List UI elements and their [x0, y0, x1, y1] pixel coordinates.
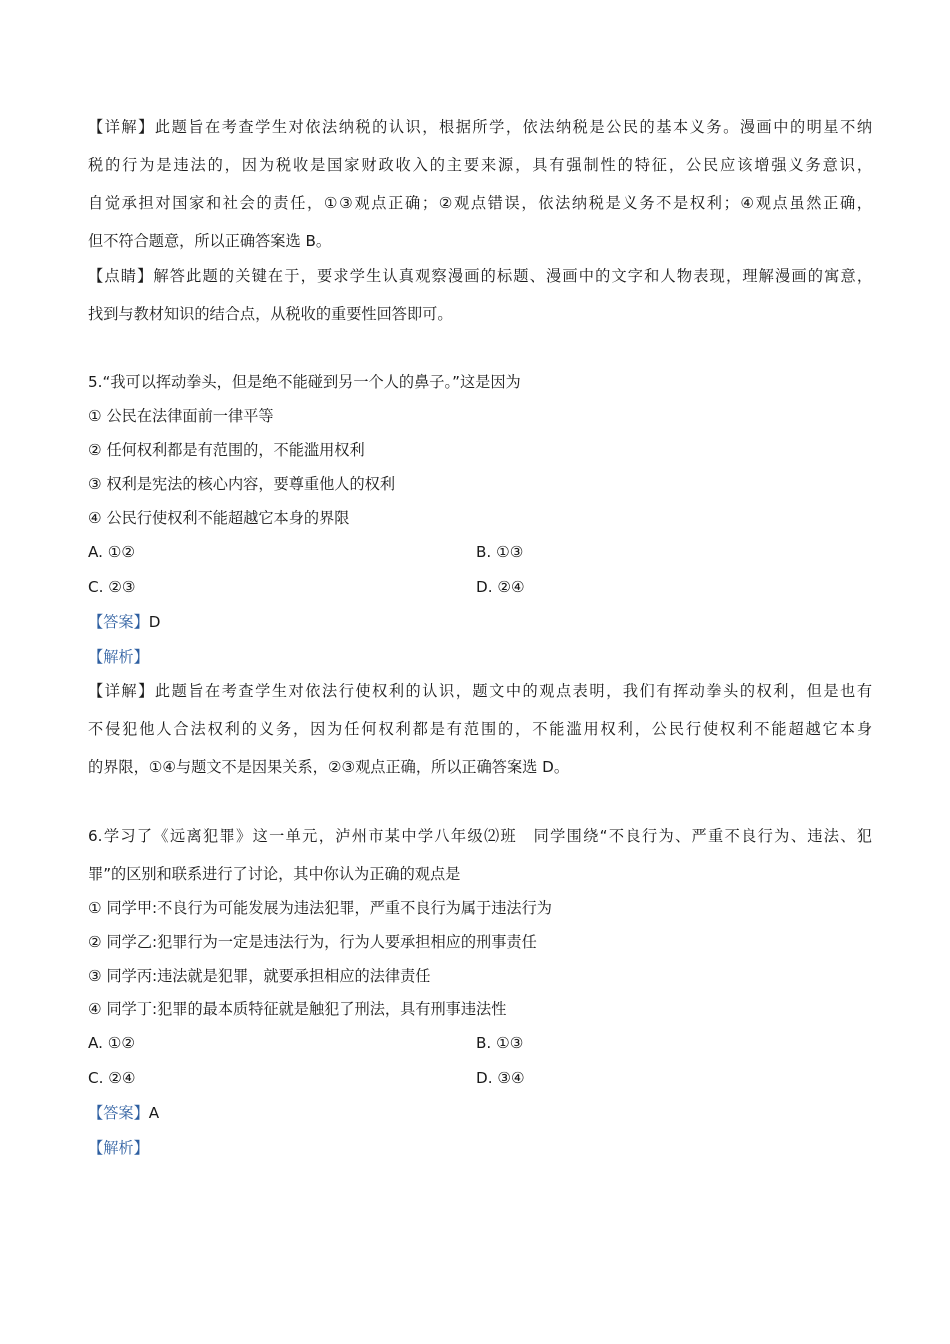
- q5-detail-line-1: 【详解】此题旨在考查学生对依法行使权利的认识，题文中的观点表明，我们有挥动拳头的权利，但是也有: [88, 682, 872, 700]
- q6-statement-1: ① 同学甲:不良行为可能发展为违法犯罪，严重不良行为属于违法行为: [88, 899, 552, 917]
- q6-statement-4: ④ 同学丁:犯罪的最本质特征就是触犯了刑法，具有刑事违法性: [88, 1000, 507, 1018]
- q4-tip-line-2: 找到与教材知识的结合点，从税收的重要性回答即可。: [88, 305, 453, 323]
- q5-option-b: B. ①③: [476, 543, 524, 561]
- q5-analysis-label: 【解析】: [88, 648, 149, 666]
- q5-statement-3: ③ 权利是宪法的核心内容，要尊重他人的权利: [88, 475, 396, 493]
- q6-option-d: D. ③④: [476, 1069, 525, 1087]
- q5-answer-value: D: [148, 613, 161, 631]
- q5-answer-label: 【答案】: [88, 613, 149, 631]
- q5-statement-2: ② 任何权利都是有范围的，不能滥用权利: [88, 441, 365, 459]
- q5-statement-1: ① 公民在法律面前一律平等: [88, 407, 274, 425]
- q6-option-b: B. ①③: [476, 1034, 524, 1052]
- q4-tip-line-1: 【点睛】解答此题的关键在于，要求学生认真观察漫画的标题、漫画中的文字和人物表现，理解漫画的寓意，: [88, 267, 872, 285]
- q6-stem-line-2: 罪”的区别和联系进行了讨论，其中你认为正确的观点是: [88, 865, 461, 883]
- q6-answer-label: 【答案】: [88, 1104, 149, 1122]
- q5-statement-4: ④ 公民行使权利不能超越它本身的界限: [88, 509, 350, 527]
- q5-stem: 5.“我可以挥动拳头，但是绝不能碰到另一个人的鼻子。”这是因为: [88, 373, 521, 391]
- q5-detail-line-3: 的界限，①④与题文不是因果关系，②③观点正确，所以正确答案选 D。: [88, 758, 570, 776]
- q5-detail-line-2: 不侵犯他人合法权利的义务，因为任何权利都是有范围的，不能滥用权利，公民行使权利不能超越它本身: [88, 720, 872, 738]
- q4-detail-line-2: 税的行为是违法的，因为税收是国家财政收入的主要来源，具有强制性的特征，公民应该增强义务意识，: [88, 156, 872, 174]
- q5-option-c: C. ②③: [88, 578, 136, 596]
- q6-option-a: A. ①②: [88, 1034, 136, 1052]
- q6-statement-3: ③ 同学丙:违法就是犯罪，就要承担相应的法律责任: [88, 967, 431, 985]
- q4-detail-line-1: 【详解】此题旨在考查学生对依法纳税的认识，根据所学，依法纳税是公民的基本义务。漫画中的明星不纳: [88, 118, 872, 136]
- q4-detail-line-4: 但不符合题意，所以正确答案选 B。: [88, 232, 332, 250]
- q6-option-c: C. ②④: [88, 1069, 136, 1087]
- q6-statement-2: ② 同学乙:犯罪行为一定是违法行为，行为人要承担相应的刑事责任: [88, 933, 537, 951]
- q5-option-d: D. ②④: [476, 578, 525, 596]
- q6-answer-value: A: [148, 1104, 160, 1122]
- q6-stem-line-1: 6.学习了《远离犯罪》这一单元，泸州市某中学八年级⑵班 同学围绕“不良行为、严重不良行为、违法、犯: [88, 827, 872, 845]
- q5-option-a: A. ①②: [88, 543, 136, 561]
- q6-analysis-label: 【解析】: [88, 1139, 149, 1157]
- q4-detail-line-3: 自觉承担对国家和社会的责任，①③观点正确；②观点错误，依法纳税是义务不是权利；④观点虽然正确，: [88, 194, 872, 212]
- q6-answer: [88, 1103, 159, 1123]
- q5-answer: [88, 612, 160, 632]
